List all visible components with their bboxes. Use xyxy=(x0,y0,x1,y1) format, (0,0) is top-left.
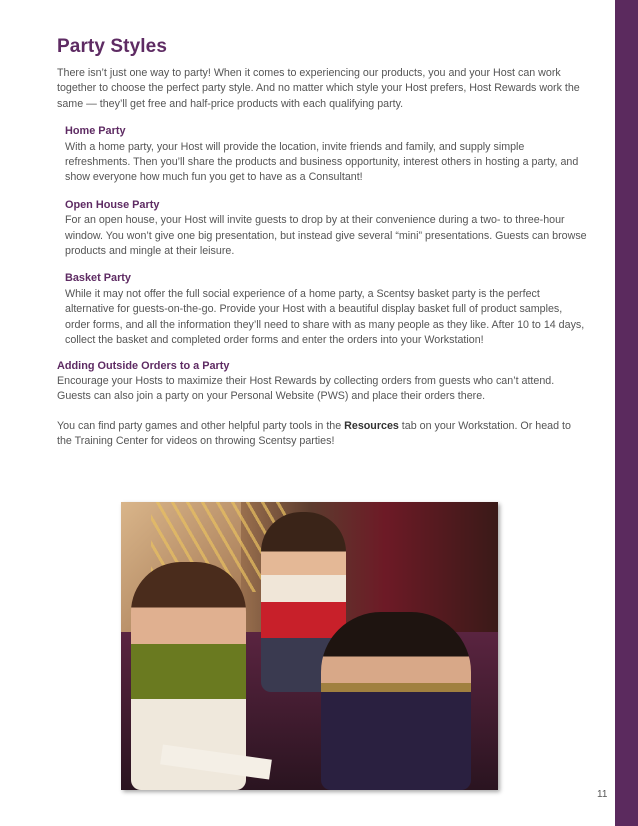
purple-side-band xyxy=(615,0,638,826)
page-number: 11 xyxy=(597,789,608,800)
outside-orders-section xyxy=(57,359,587,405)
party-type-home xyxy=(65,124,587,186)
section-heading: Basket Party xyxy=(65,272,131,285)
resources-bold: Resources xyxy=(344,419,399,432)
section-heading: Home Party xyxy=(65,125,126,138)
section-body: Encourage your Hosts to maximize their Host Rewards by collecting orders from guests who can’t attend. Guests can also join a party on your Personal Website (PWS) and place their orders there. xyxy=(57,374,555,403)
section-body: With a home party, your Host will provide the location, invite friends and family, and supply simple refreshments. Then you’ll share the products and business opportunity, interest others in hosting a party, and show everyone how much fun you get to have as a Consultant! xyxy=(65,140,579,184)
resources-text: tab on your Workstation. Or head to the Training Center for videos on throwing Scentsy parties! xyxy=(57,419,571,448)
section-body: While it may not offer the full social experience of a home party, a Scentsy basket party is the perfect alternative for guests-on-the-go. Provide your Host with a beautiful display basket full of product samples, order forms, and all the information they’ll need to share with as many people as they like. After 10 to 14 days, collect the basket and completed order forms and enter the orders into your Workstation! xyxy=(65,287,585,347)
resources-text: You can find party games and other helpful party tools in the xyxy=(57,419,345,432)
page-content xyxy=(57,36,587,450)
party-type-basket xyxy=(65,271,587,348)
section-heading: Adding Outside Orders to a Party xyxy=(57,359,230,372)
party-photo xyxy=(121,502,498,790)
photo-person-right xyxy=(321,612,471,790)
section-body: For an open house, your Host will invite guests to drop by at their convenience during a two- to three-hour window. You won’t give one big presentation, but instead give several “mini” presentations. Guests can browse products and mingle at their leisure. xyxy=(65,214,587,258)
intro-paragraph: There isn’t just one way to party! When it comes to experiencing our products, you and your Host can work together to choose the perfect party style. And no matter which style your Host prefers, Host Rewards work the same — they’ll get free and half-price products with each qualifying party. xyxy=(57,67,580,110)
party-type-open-house xyxy=(65,198,587,260)
resources-paragraph xyxy=(57,419,587,450)
section-heading: Open House Party xyxy=(65,198,160,211)
page-title: Party Styles xyxy=(57,36,167,57)
